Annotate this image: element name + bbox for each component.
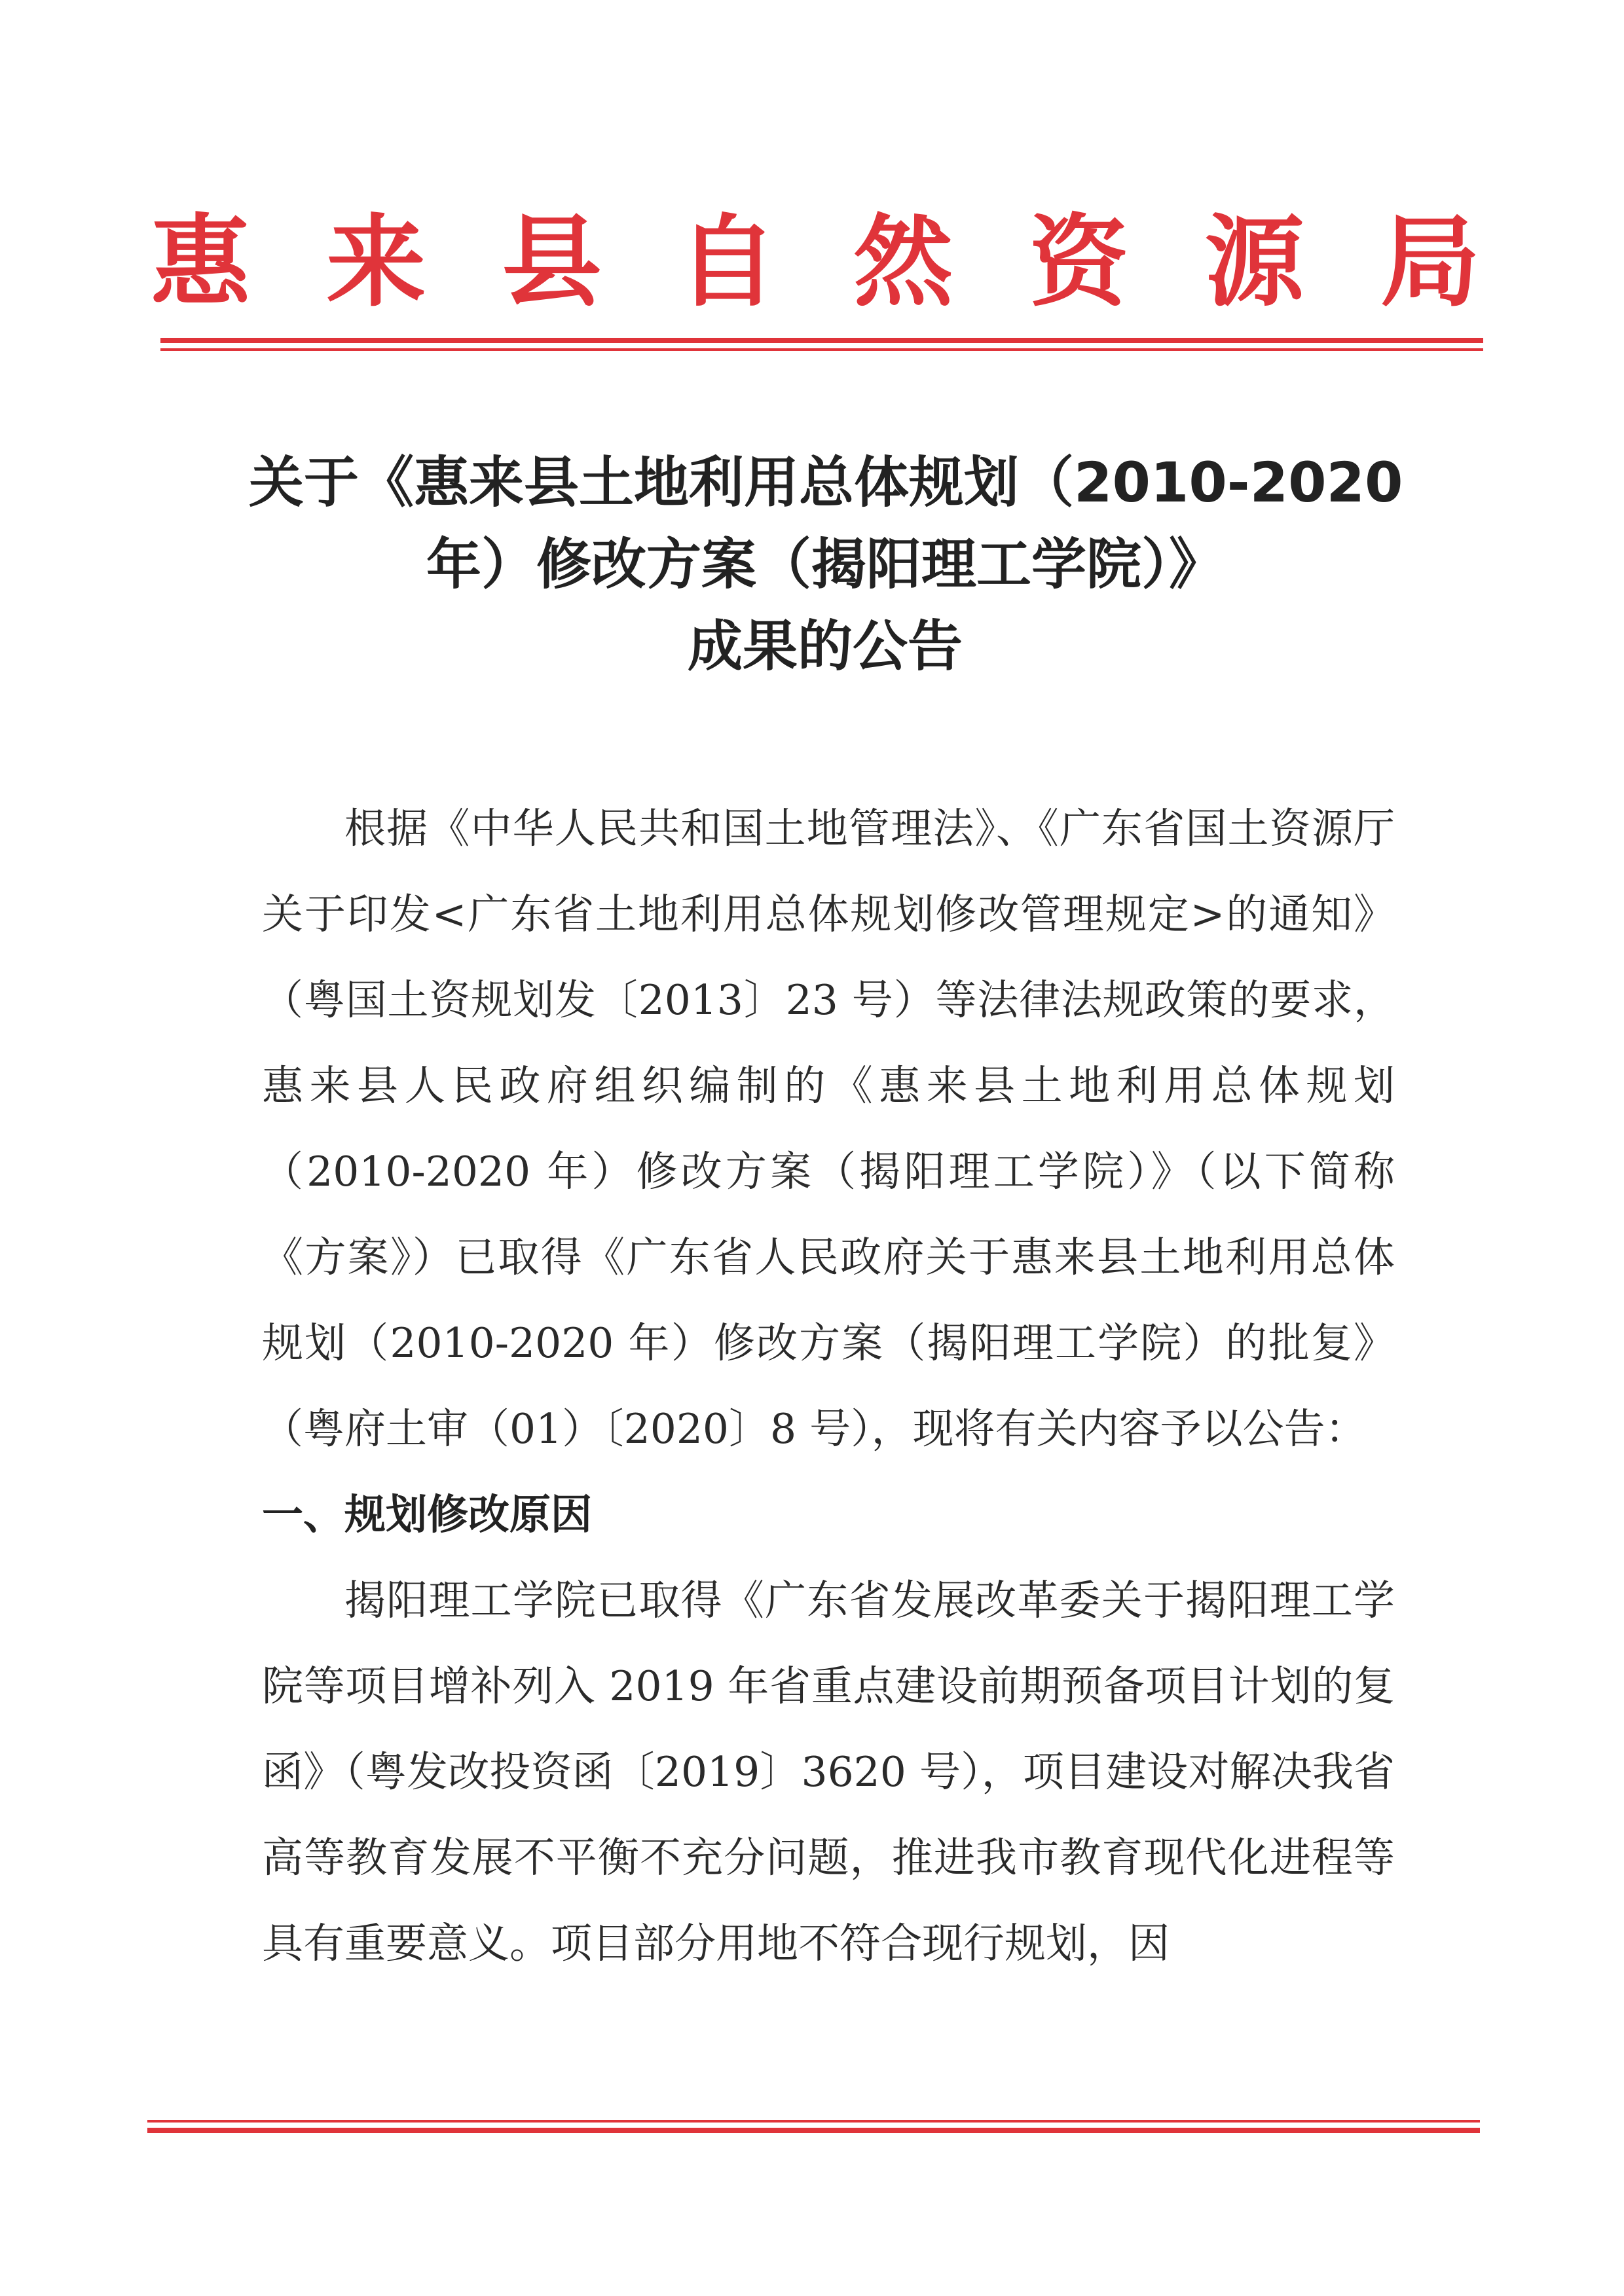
document-body	[262, 786, 1395, 1986]
body-paragraph: 揭阳理工学院已取得《广东省发展改革委关于揭阳理工学院等项目增补列入 2019 年省重点建设前期预备项目计划的复函》（粤发改投资函〔2019〕3620 号），项目建设对解决我省高等教育发展不平衡不充分问题，推进我市教育现代化进程等具有重要意义。项目部分用地不符合现行规划，因	[262, 1576, 1395, 1967]
agency-char: 惠	[151, 203, 250, 320]
title-line: 年）修改方案（揭阳理工学院）》	[426, 532, 1224, 596]
body-paragraph: 根据《中华人民共和国土地管理法》、《广东省国土资源厅关于印发<广东省土地利用总体规划修改管理规定>的通知》（粤国土资规划发〔2013〕23 号）等法律法规政策的要求，惠来县人民政府组织编制的《惠来县土地利用总体规划（2010-2020 年）修改方案（揭阳理工学院）》（以下简称《方案》）已取得《广东省人民政府关于惠来县土地利用总体规划（2010-2020 年）修改方案（揭阳理工学院）的批复》（粤府土审（01）〔2020〕8 号），现将有关内容予以公告：	[262, 805, 1395, 1453]
agency-char: 资	[1029, 203, 1129, 320]
agency-char: 然	[853, 203, 953, 320]
title-line: 关于《惠来县土地利用总体规划（2010-2020	[249, 450, 1403, 515]
agency-header	[151, 196, 1480, 327]
title-line: 成果的公告	[687, 614, 963, 678]
agency-char: 局	[1380, 203, 1480, 320]
footer-divider-thick	[147, 2128, 1480, 2133]
header-divider-thin	[160, 348, 1483, 351]
agency-char: 源	[1204, 203, 1304, 320]
header-divider-thick	[160, 338, 1483, 343]
agency-char: 县	[502, 203, 602, 320]
agency-char: 自	[677, 203, 777, 320]
document-title	[249, 442, 1401, 687]
footer-divider-thin	[147, 2120, 1480, 2123]
agency-char: 来	[326, 203, 426, 320]
section-heading: 一、规划修改原因	[262, 1491, 592, 1539]
